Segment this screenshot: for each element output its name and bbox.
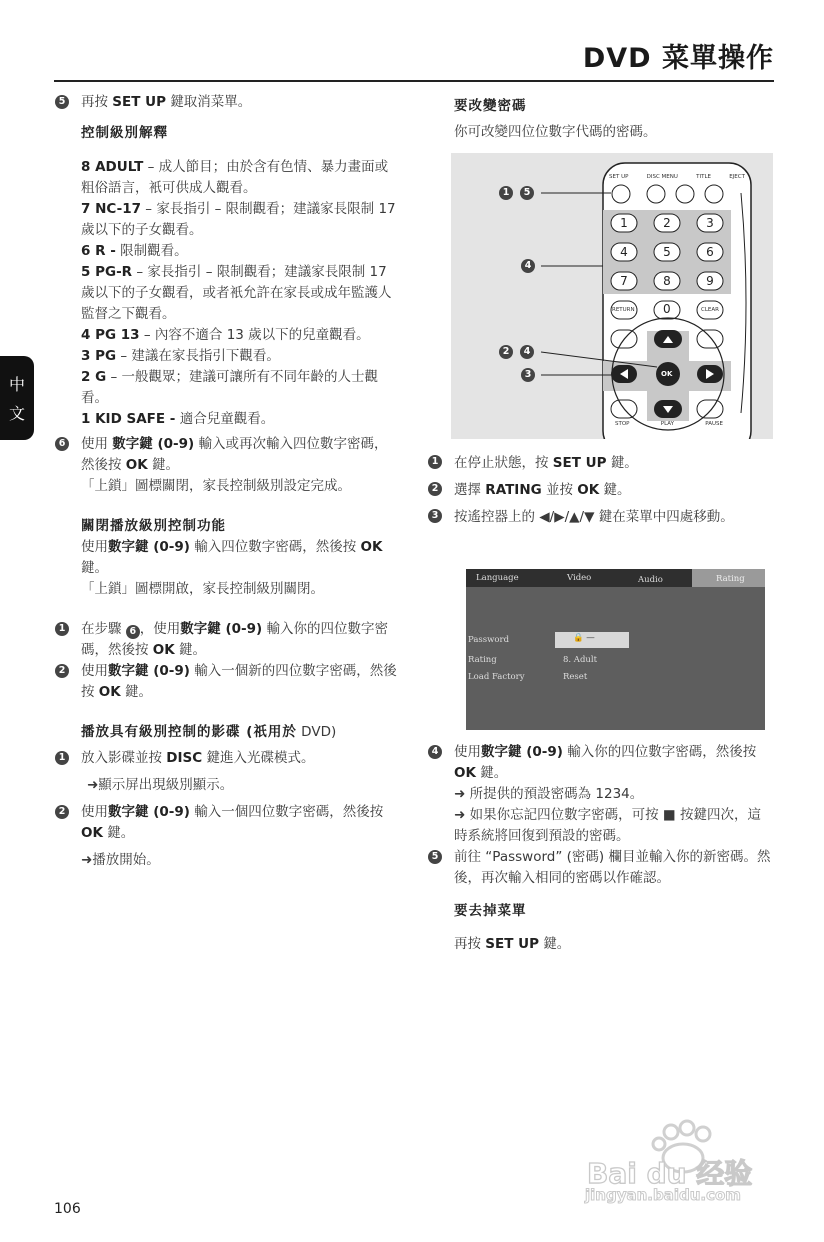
step-ref-number: 6	[126, 625, 140, 639]
remote-digit-labels: 1 2 3 4 5 6 7 8 9	[620, 216, 714, 288]
language-tab	[0, 356, 34, 440]
menu-row-label: Load Factory	[468, 672, 525, 682]
menu-tab-audio: Audio	[638, 575, 663, 585]
menu-row-label: Rating	[468, 655, 497, 665]
menu-tab-video: Video	[567, 573, 592, 583]
rating-heading: 控制級別解釋	[81, 125, 168, 141]
callout-4: 4	[521, 259, 535, 273]
rating-item: 4 PG 13 – 內容不適合 13 歲以下的兒童觀看。	[81, 327, 370, 343]
left-column	[55, 92, 400, 871]
step-note: ➜ 所提供的預設密碼為 1234。	[454, 786, 644, 802]
step-number: 1	[55, 751, 69, 765]
callout-2-4: 2 4	[499, 345, 534, 359]
step-number: 5	[55, 95, 69, 109]
callout-3: 3	[521, 368, 535, 382]
watermark	[583, 1118, 783, 1208]
right-step-3: 3 按遙控器上的 ◀/▶/▲/▼ 鍵在菜單中四處移動。	[428, 506, 773, 528]
change-intro: 你可改變四位位數字代碼的密碼。	[454, 124, 657, 140]
remote-return-label: RETURN	[612, 307, 635, 313]
step-number: 1	[55, 622, 69, 636]
off-heading: 關閉播放級別控制功能	[81, 518, 226, 534]
step-result: ➜播放開始。	[81, 852, 160, 868]
password-field-value: 🔒 —	[573, 633, 595, 643]
remote-illustration	[451, 153, 773, 439]
page-header	[54, 30, 774, 82]
rating-item: 7 NC-17 – 家長指引 – 限制觀看；建議家長限制 17 歲以下的子女觀看。	[81, 201, 396, 238]
right-steps-1-3	[428, 452, 773, 528]
rating-item: 5 PG-R – 家長指引 – 限制觀看；建議家長限制 17 歲以下的子女觀看，或者衹允許在家長或成年監護人監督之下觀看。	[81, 264, 392, 322]
menu-row-value: 8. Adult	[563, 655, 597, 665]
watermark-line2: jingyan.baidu.com	[585, 1186, 741, 1204]
remote-ok-label: OK	[661, 370, 673, 378]
right-step-4: 4 使用數字鍵 (0-9) 輸入你的四位數字密碼，然後按 OK 鍵。 ➜ 所提供的預設密碼為 1234。 ➜ 如果你忘記四位數字密碼，可按 ■ 按鍵四次，這時系統將回復到預設的密碼。	[428, 742, 773, 847]
right-steps-4-5	[428, 742, 773, 955]
step-result: ➜顯示屏出現級別顯示。	[87, 777, 234, 793]
rating-item: 1 KID SAFE - 適合兒童觀看。	[81, 411, 275, 427]
setup-menu-screenshot	[466, 569, 765, 730]
play-step-1: 1 放入影碟並按 DISC 鍵進入光碟模式。 ➜顯示屏出現級別顯示。	[55, 748, 400, 796]
step-6-enter-code: 6 使用 數字鍵 (0-9) 輸入或再次輸入四位數字密碼，然後按 OK 鍵。 「上鎖」圖標關閉，家長控制級別設定完成。	[55, 434, 400, 497]
language-tab-char: 中	[8, 375, 25, 394]
step-note: 「上鎖」圖標關閉，家長控制級別設定完成。	[81, 478, 351, 494]
step-5-cancel: 5 再按 SET UP 鍵取消菜單。	[55, 92, 400, 113]
rating-item: 2 G – 一般觀眾；建議可讓所有不同年齡的人士觀看。	[81, 369, 379, 406]
off-step-2: 2 使用數字鍵 (0-9) 輸入一個新的四位數字密碼，然後按 OK 鍵。	[55, 661, 400, 703]
remote-clear-label: CLEAR	[701, 307, 719, 313]
watermark-line1: Bai du 经验	[587, 1157, 753, 1190]
play-step-2: 2 使用數字鍵 (0-9) 輸入一個四位數字密碼，然後按 OK 鍵。 ➜播放開始。	[55, 802, 400, 871]
rating-list	[55, 157, 400, 430]
menu-tab-language: Language	[476, 573, 519, 583]
language-tab-char: 文	[8, 404, 25, 423]
step-number: 6	[55, 437, 69, 451]
right-step-2: 2 選擇 RATING 並按 OK 鍵。	[428, 479, 773, 501]
off-text: 使用數字鍵 (0-9) 輸入四位數字密碼，然後按 OK 鍵。 「上鎖」圖標開啟，家長控制級別關閉。	[55, 537, 400, 600]
rating-item: 6 R - 限制觀看。	[81, 243, 188, 259]
menu-row-value: Reset	[563, 672, 588, 682]
off-note: 「上鎖」圖標開啟，家長控制級別關閉。	[81, 581, 324, 597]
menu-tab-rating-label: Rating	[716, 574, 745, 584]
callout-1-5: 1 5	[499, 186, 534, 200]
remote-zero-label: 0	[663, 302, 671, 316]
play-heading: 播放具有級別控制的影碟 (祇用於 DVD)	[81, 724, 337, 740]
page-title: DVD 菜單操作	[582, 43, 774, 74]
step-number: 2	[55, 664, 69, 678]
right-step-1: 1 在停止狀態，按 SET UP 鍵。	[428, 452, 773, 474]
remove-heading: 要去掉菜單	[454, 903, 527, 919]
remote-top-labels: SET UP DISC MENU TITLE EJECT	[609, 174, 745, 180]
remove-text: 再按 SET UP 鍵。	[454, 936, 571, 952]
page-number: 106	[54, 1201, 81, 1217]
rating-item: 8 ADULT – 成人節目；由於含有色情、暴力畫面或粗俗語言，衹可供成人觀看。	[81, 159, 389, 196]
change-heading: 要改變密碼	[454, 98, 527, 114]
step-number: 2	[55, 805, 69, 819]
menu-row-label: Password	[468, 635, 510, 645]
rating-item: 3 PG – 建議在家長指引下觀看。	[81, 348, 280, 364]
off-step-1: 1 在步驟 6 ，使用數字鍵 (0-9) 輸入你的四位數字密碼，然後按 OK 鍵。	[55, 619, 400, 661]
right-step-5: 5 前往 “Password” (密碼) 欄目並輸入你的新密碼。然後，再次輸入相同的密碼以作確認。	[428, 847, 773, 889]
step-note: ➜ 如果你忘記四位數字密碼，可按 ■ 按鍵四次，這時系統將回復到預設的密碼。	[454, 807, 761, 844]
right-column-top	[454, 96, 774, 143]
remote-bottom-labels: STOP PLAY PAUSE	[615, 421, 723, 427]
